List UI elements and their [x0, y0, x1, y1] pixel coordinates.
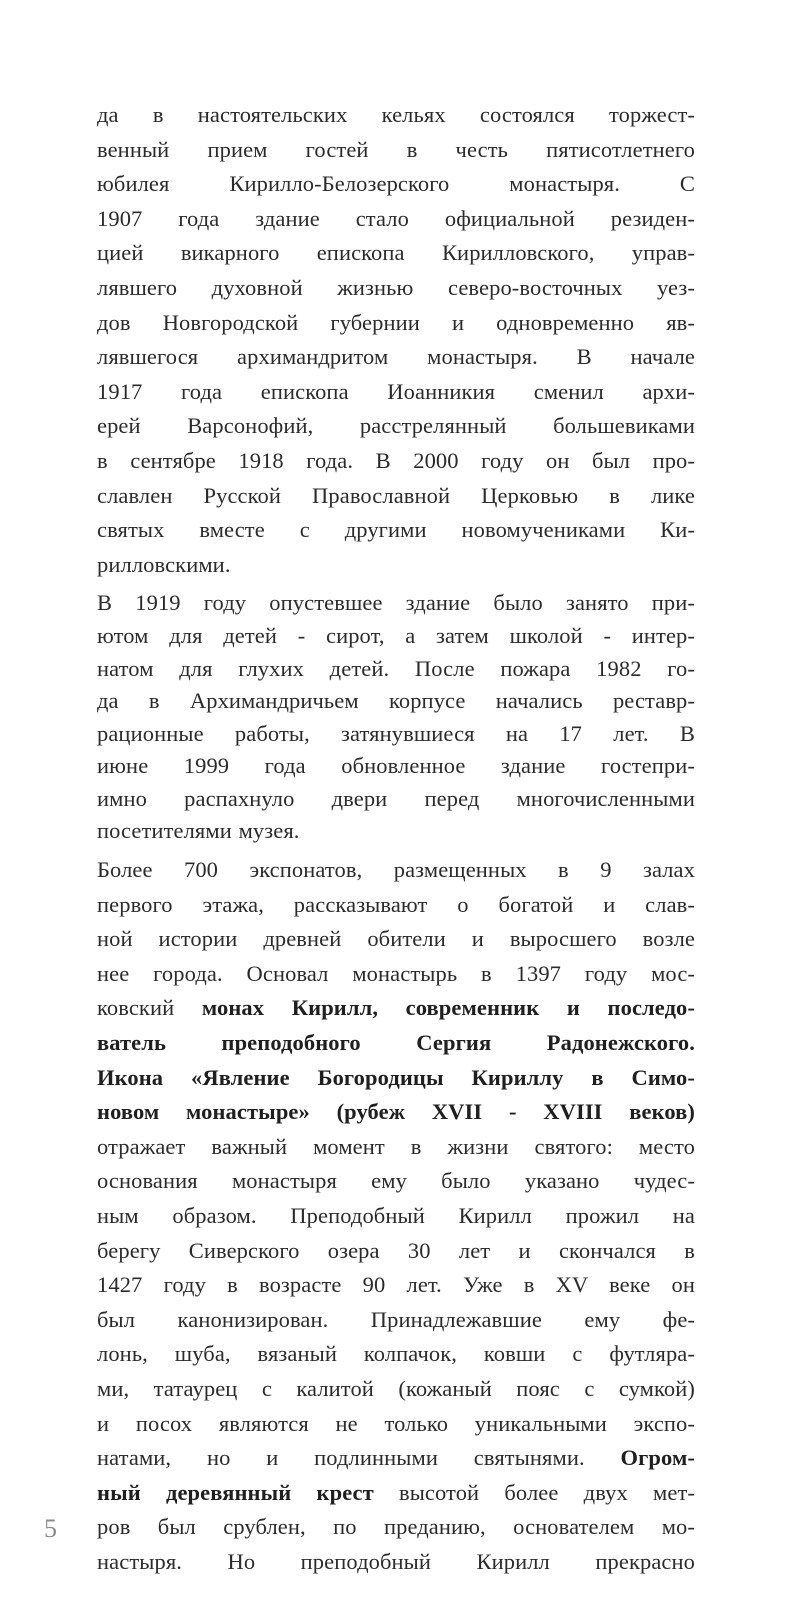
text-run: ным образом. Преподобный Кирилл прожил на — [97, 1203, 695, 1228]
text-run: ковский — [97, 995, 202, 1021]
text-run: ной истории древней обители и выросшего возле — [97, 926, 695, 952]
text-run: и посох являются не только уникальными экспо- — [97, 1410, 695, 1436]
text-line: рилловскими. — [97, 551, 231, 577]
text-run: берегу Сиверского озера 30 лет и скончался в — [97, 1237, 695, 1263]
text-line — [97, 1545, 695, 1580]
text-line: дов Новгородской губернии и одновременно яв- — [97, 309, 695, 335]
text-line — [97, 1268, 695, 1303]
text-line: венный прием гостей в честь пятисотлетнего — [97, 136, 695, 162]
text-line — [97, 888, 695, 923]
text-line — [97, 1130, 695, 1165]
text-line — [97, 1476, 695, 1511]
text-line — [97, 991, 695, 1026]
bold-text-run: ный деревянный крест — [97, 1479, 374, 1505]
text-line: В 1919 году опустевшее здание было занято при- — [97, 590, 695, 616]
text-line: лявшегося архимандритом монастыря. В начале — [97, 344, 695, 370]
bold-text-run: ватель преподобного Сергия Радонежского. — [97, 1030, 695, 1056]
text-run: основания монастыря ему было указано чудес- — [97, 1168, 695, 1194]
text-line: июне 1999 года обновленное здание гостепри- — [97, 753, 695, 779]
text-line — [97, 1234, 695, 1269]
text-run: натами, но и подлинными святынями. — [97, 1445, 621, 1471]
text-line: ютом для детей - сирот, а затем школой - интер- — [97, 622, 695, 648]
paragraph-2 — [97, 587, 695, 848]
page-body — [97, 98, 695, 1580]
text-line: да в Архимандричьем корпусе начались реставр- — [97, 688, 695, 714]
bold-text-run: Икона «Явление Богородицы Кириллу в Симо- — [97, 1064, 695, 1090]
text-line: натом для глухих детей. После пожара 1982 го- — [97, 655, 695, 681]
text-line — [97, 1026, 695, 1061]
text-line — [97, 1061, 695, 1096]
text-line — [97, 1510, 695, 1545]
text-line: да в настоятельских кельях состоялся торжест- — [97, 102, 695, 127]
text-run: ми, татаурец с калитой (кожаный пояс с сумкой) — [97, 1375, 695, 1401]
text-run: высотой более двух мет- — [373, 1479, 695, 1505]
text-line — [97, 1372, 695, 1407]
text-run: был канонизирован. Принадлежавшие ему фе- — [97, 1306, 695, 1332]
text-line: ерей Варсонофий, расстрелянный большевиками — [97, 413, 695, 439]
bold-text-run: монах Кирилл, современник и последо- — [201, 995, 695, 1021]
text-line: 1917 года епископа Иоанникия сменил архи- — [97, 378, 695, 404]
text-run: отражает важный момент в жизни святого: место — [97, 1133, 695, 1159]
text-line: цией викарного епископа Кирилловского, управ- — [97, 240, 695, 266]
text-run: Более 700 экспонатов, размещенных в 9 залах — [97, 857, 695, 883]
text-run: нее города. Основал монастырь в 1397 году мос- — [97, 960, 695, 986]
text-line: имно распахнуло двери перед многочисленными — [97, 785, 695, 811]
text-line — [97, 1095, 695, 1130]
text-line — [97, 922, 695, 957]
bold-text-run: новом монастыре» (рубеж XVII - XVIII веков) — [97, 1099, 695, 1125]
paragraph-3 — [97, 853, 695, 1579]
text-run: лонь, шуба, вязаный колпачок, ковши с футляра- — [97, 1341, 695, 1367]
text-line — [97, 1199, 695, 1234]
text-line: в сентябре 1918 года. В 2000 году он был про- — [97, 447, 695, 473]
text-line: лявшего духовной жизнью северо-восточных уез- — [97, 274, 695, 300]
text-line: славлен Русской Православной Церковью в лике — [97, 482, 695, 508]
paragraph-1 — [97, 98, 695, 582]
text-run: первого этажа, рассказывают о богатой и слав- — [97, 891, 695, 917]
text-line — [97, 1407, 695, 1442]
text-line — [97, 853, 695, 888]
text-line: посетителями музея. — [97, 818, 300, 844]
text-line: 1907 года здание стало официальной резиден- — [97, 205, 695, 231]
page-number: 5 — [44, 1514, 57, 1543]
text-run: 1427 году в возрасте 90 лет. Уже в XV веке он — [97, 1272, 695, 1298]
text-line: святых вместе с другими новомучениками Ки- — [97, 517, 695, 543]
text-line — [97, 1441, 695, 1476]
text-line: рационные работы, затянувшиеся на 17 лет. В — [97, 720, 695, 746]
text-run: настыря. Но преподобный Кирилл прекрасно — [97, 1548, 695, 1574]
text-line: юбилея Кирилло-Белозерского монастыря. С — [97, 171, 695, 197]
text-line — [97, 1164, 695, 1199]
text-run: ров был срублен, по преданию, основателем мо- — [97, 1514, 695, 1540]
text-line — [97, 957, 695, 992]
bold-text-run: Огром- — [620, 1445, 695, 1471]
text-line — [97, 1337, 695, 1372]
text-line — [97, 1303, 695, 1338]
